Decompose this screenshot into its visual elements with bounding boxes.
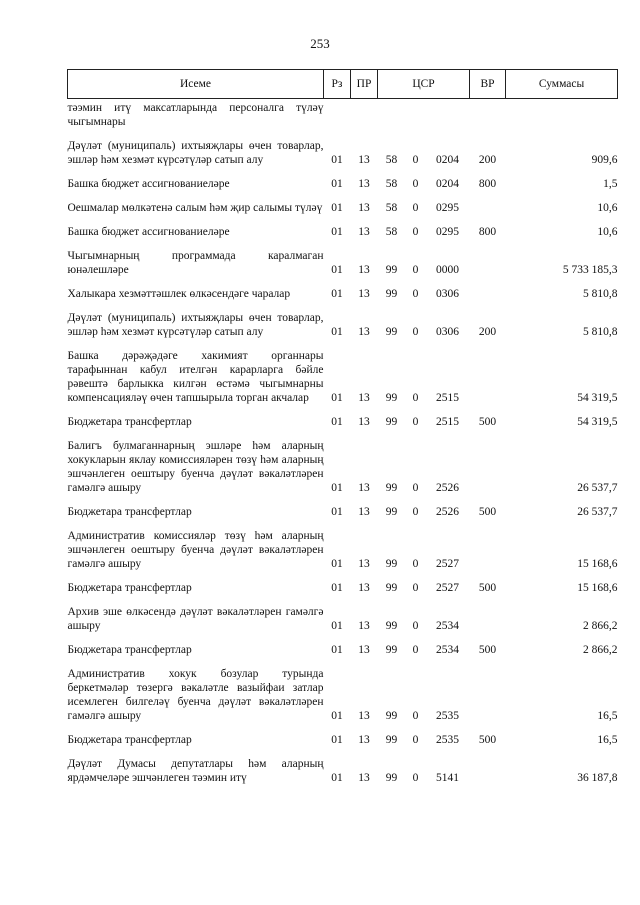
table-row	[68, 243, 618, 281]
row-rz: 01	[331, 326, 343, 338]
row-pr: 13	[358, 734, 370, 746]
row-name: Башка бюджет ассигнованиеләре	[67, 226, 230, 238]
row-sum: 5 810,8	[583, 288, 618, 300]
row-pr: 13	[358, 620, 370, 632]
header-rz: Рз	[324, 70, 351, 99]
row-csr-sub	[406, 99, 426, 134]
row-rz: 01	[331, 734, 343, 746]
header-name: Исеме	[68, 70, 324, 99]
row-csr-program: 99	[385, 482, 398, 494]
row-vr: 500	[478, 734, 497, 746]
row-vr	[470, 195, 506, 219]
row-rz: 01	[331, 416, 343, 428]
row-pr: 13	[358, 482, 370, 494]
row-sum: 15 168,6	[577, 558, 618, 570]
row-csr-direction: 2534	[436, 644, 460, 656]
row-vr: 800	[478, 226, 497, 238]
row-vr	[470, 599, 506, 637]
row-vr	[470, 343, 506, 409]
page-number: 253	[310, 36, 330, 51]
row-csr-program	[378, 99, 406, 134]
row-csr-program: 99	[385, 620, 398, 632]
table-row	[68, 99, 618, 134]
row-rz: 01	[331, 772, 343, 784]
row-rz: 01	[331, 178, 343, 190]
header-pr: ПР	[351, 70, 378, 99]
row-sum: 2 866,2	[583, 620, 618, 632]
row-name: Административ хокук бозулар турында беркетмәләр төзергә вәкаләтле вазыйфаи затлар исемлеген билгеләү буенча дәүләт вәкаләтләрен гамәлгә ашыру	[67, 668, 324, 722]
row-rz: 01	[331, 392, 343, 404]
header-vr: ВР	[470, 70, 506, 99]
row-csr-program: 99	[385, 506, 398, 518]
row-name: Балигъ булмаганнарның эшләре һәм аларның хокукларын яклау комиссияләрен төзү һәм аларның эшчәнлеген оештыру буенча дәүләт вәкаләтләрен гамәлгә ашыру	[67, 440, 324, 494]
row-sum: 16,5	[597, 710, 618, 722]
row-csr-program: 58	[385, 202, 398, 214]
row-rz: 01	[331, 582, 343, 594]
row-csr-program: 99	[385, 772, 398, 784]
row-csr-direction: 0295	[436, 226, 460, 238]
table-row	[68, 433, 618, 499]
row-rz: 01	[331, 506, 343, 518]
row-csr-sub: 0	[412, 202, 419, 214]
row-csr-program: 99	[385, 416, 398, 428]
row-sum: 1,5	[603, 178, 618, 190]
row-sum: 26 537,7	[577, 506, 618, 518]
row-sum: 36 187,8	[577, 772, 618, 784]
row-csr-sub: 0	[412, 226, 419, 238]
row-vr	[470, 281, 506, 305]
row-csr-direction: 2535	[436, 710, 460, 722]
row-csr-program: 99	[385, 288, 398, 300]
row-vr	[470, 751, 506, 789]
row-vr	[470, 243, 506, 281]
budget-table	[67, 69, 618, 789]
row-name: Архив эше өлкәсендә дәүләт вәкаләтләрен гамәлгә ашыру	[67, 606, 324, 632]
row-csr-sub: 0	[412, 482, 419, 494]
row-csr-program: 99	[385, 734, 398, 746]
row-pr: 13	[358, 264, 370, 276]
row-sum: 2 866,2	[583, 644, 618, 656]
row-csr-program: 58	[385, 226, 398, 238]
row-csr-direction: 2526	[436, 506, 460, 518]
row-csr-sub: 0	[412, 558, 419, 570]
row-pr: 13	[358, 326, 370, 338]
row-pr: 13	[358, 288, 370, 300]
table-row	[68, 727, 618, 751]
row-csr-sub: 0	[412, 734, 419, 746]
row-name: Дәүләт Думасы депутатлары һәм аларның ярдәмчеләре эшчәнлеген тәэмин итү	[67, 758, 324, 784]
row-csr-direction: 2534	[436, 620, 460, 632]
row-sum: 5 733 185,3	[562, 264, 618, 276]
row-pr: 13	[358, 772, 370, 784]
row-vr: 200	[478, 154, 497, 166]
row-pr: 13	[358, 644, 370, 656]
row-name: Башка бюджет ассигнованиеләре	[67, 178, 230, 190]
row-rz: 01	[331, 264, 343, 276]
row-csr-direction: 2527	[436, 558, 460, 570]
row-csr-sub: 0	[412, 416, 419, 428]
row-rz: 01	[331, 288, 343, 300]
row-pr: 13	[358, 710, 370, 722]
row-csr-sub: 0	[412, 644, 419, 656]
row-csr-direction: 0295	[436, 202, 460, 214]
row-rz: 01	[331, 644, 343, 656]
table-row	[68, 637, 618, 661]
row-vr: 500	[478, 582, 497, 594]
row-csr-direction: 0306	[436, 288, 460, 300]
table-row	[68, 305, 618, 343]
row-rz: 01	[331, 226, 343, 238]
row-name: Башка дәрәҗәдәге хакимият органнары тарафыннан кабул ителгән карарларга бәйле рәвештә барлыкка килгән өстәмә чыгымнарны компенсацияләү өчен тапшырыла торган акчалар	[67, 350, 324, 404]
row-vr	[470, 523, 506, 575]
row-vr	[470, 433, 506, 499]
row-csr-sub: 0	[412, 326, 419, 338]
row-sum: 54 319,5	[577, 416, 618, 428]
row-csr-program: 58	[385, 178, 398, 190]
table-row	[68, 523, 618, 575]
row-pr	[351, 99, 378, 134]
row-sum: 54 319,5	[577, 392, 618, 404]
row-vr: 200	[478, 326, 497, 338]
row-sum: 10,6	[597, 202, 618, 214]
row-sum: 16,5	[597, 734, 618, 746]
row-csr-direction: 5141	[436, 772, 460, 784]
table-row	[68, 171, 618, 195]
row-pr: 13	[358, 392, 370, 404]
table-row	[68, 751, 618, 789]
row-vr: 500	[478, 644, 497, 656]
row-csr-program: 99	[385, 710, 398, 722]
row-vr: 500	[478, 506, 497, 518]
row-name: Бюджетара трансфертлар	[67, 644, 192, 656]
row-name: Бюджетара трансфертлар	[67, 506, 192, 518]
row-sum: 10,6	[597, 226, 618, 238]
table-header-row	[68, 70, 618, 99]
row-csr-program: 99	[385, 582, 398, 594]
row-vr: 800	[478, 178, 497, 190]
row-rz: 01	[331, 482, 343, 494]
row-name: тәэмин итү максатларында персоналга түләү чыгымнары	[67, 102, 324, 128]
header-csr: ЦСР	[378, 70, 470, 99]
row-vr: 500	[478, 416, 497, 428]
row-sum: 5 810,8	[583, 326, 618, 338]
row-rz: 01	[331, 558, 343, 570]
row-csr-direction: 0204	[436, 154, 460, 166]
row-csr-sub: 0	[412, 392, 419, 404]
row-pr: 13	[358, 582, 370, 594]
row-name: Административ комиссияләр төзү һәм аларның эшчәнлеген оештыру буенча дәүләт вәкаләтләрен гамәлгә ашыру	[67, 530, 324, 570]
row-rz: 01	[331, 620, 343, 632]
row-csr-program: 58	[385, 154, 398, 166]
row-pr: 13	[358, 202, 370, 214]
row-csr-program: 99	[385, 264, 398, 276]
table-row	[68, 661, 618, 727]
row-csr-sub: 0	[412, 506, 419, 518]
row-pr: 13	[358, 506, 370, 518]
table-row	[68, 499, 618, 523]
row-csr-sub: 0	[412, 154, 419, 166]
row-rz: 01	[331, 154, 343, 166]
row-sum: 909,6	[591, 154, 618, 166]
row-csr-direction: 0204	[436, 178, 460, 190]
row-name: Чыгымнарның программада каралмаган юнәлешләре	[67, 250, 324, 276]
row-sum: 26 537,7	[577, 482, 618, 494]
row-csr-program: 99	[385, 392, 398, 404]
row-csr-direction	[426, 99, 470, 134]
row-csr-direction: 2535	[436, 734, 460, 746]
table-row	[68, 219, 618, 243]
row-csr-direction: 0306	[436, 326, 460, 338]
row-pr: 13	[358, 416, 370, 428]
row-csr-direction: 0000	[436, 264, 460, 276]
table-row	[68, 281, 618, 305]
table-row	[68, 195, 618, 219]
row-sum: 15 168,6	[577, 582, 618, 594]
row-csr-direction: 2515	[436, 392, 460, 404]
row-csr-program: 99	[385, 558, 398, 570]
row-name: Дәүләт (муниципаль) ихтыяҗлары өчен товарлар, эшләр һәм хезмәт күрсәтүләр сатып алу	[67, 312, 324, 338]
row-name: Халыкара хезмәттәшлек өлкәсендәге чаралар	[67, 288, 291, 300]
row-name: Дәүләт (муниципаль) ихтыяҗлары өчен товарлар, эшләр һәм хезмәт күрсәтүләр сатып алу	[67, 140, 324, 166]
row-csr-sub: 0	[412, 288, 419, 300]
row-rz: 01	[331, 710, 343, 722]
row-rz	[324, 99, 351, 134]
row-csr-program: 99	[385, 644, 398, 656]
row-vr	[470, 99, 506, 134]
row-rz: 01	[331, 202, 343, 214]
row-pr: 13	[358, 154, 370, 166]
table-row	[68, 575, 618, 599]
table-row	[68, 133, 618, 171]
row-vr	[470, 661, 506, 727]
row-csr-sub: 0	[412, 582, 419, 594]
row-csr-direction: 2526	[436, 482, 460, 494]
row-name: Бюджетара трансфертлар	[67, 582, 192, 594]
row-csr-sub: 0	[412, 178, 419, 190]
row-csr-sub: 0	[412, 710, 419, 722]
row-pr: 13	[358, 226, 370, 238]
row-csr-direction: 2515	[436, 416, 460, 428]
row-csr-sub: 0	[412, 264, 419, 276]
row-name: Оешмалар мөлкәтенә салым һәм җир салымы түләү	[67, 202, 323, 214]
row-csr-direction: 2527	[436, 582, 460, 594]
table-row	[68, 409, 618, 433]
table-row	[68, 599, 618, 637]
row-csr-sub: 0	[412, 620, 419, 632]
row-name: Бюджетара трансфертлар	[67, 734, 192, 746]
row-pr: 13	[358, 178, 370, 190]
table-row	[68, 343, 618, 409]
row-csr-sub: 0	[412, 772, 419, 784]
row-csr-program: 99	[385, 326, 398, 338]
row-name: Бюджетара трансфертлар	[67, 416, 192, 428]
row-pr: 13	[358, 558, 370, 570]
row-sum	[506, 99, 618, 134]
header-sum: Суммасы	[506, 70, 618, 99]
